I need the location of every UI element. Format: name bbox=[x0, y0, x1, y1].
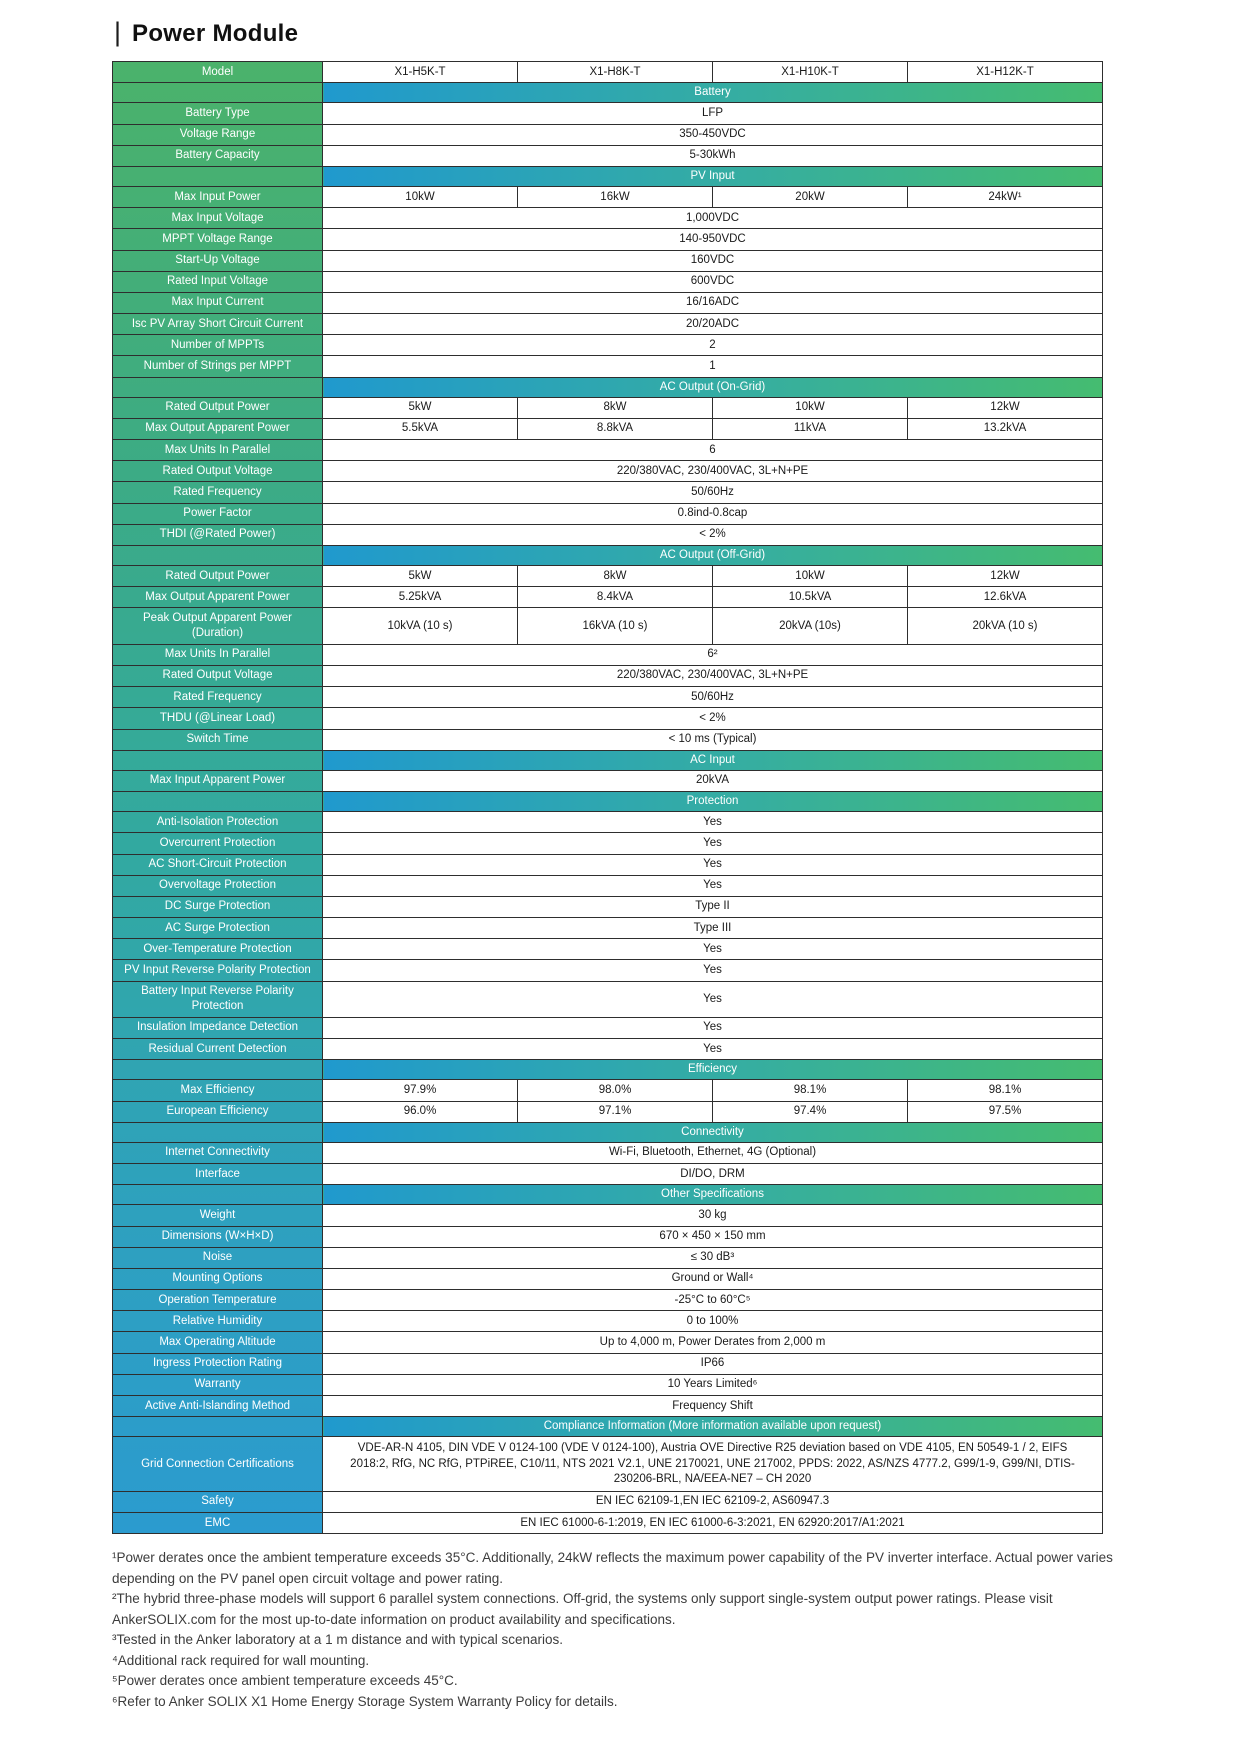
row-max-efficiency bbox=[113, 1080, 1103, 1101]
row-label: THDI (@Rated Power) bbox=[113, 524, 323, 545]
row-max-units-in-parallel bbox=[113, 644, 1103, 665]
row-value: Yes bbox=[323, 833, 1103, 854]
cell-value: 5.25kVA bbox=[323, 587, 518, 608]
row-rated-frequency bbox=[113, 482, 1103, 503]
row-label: Max Input Voltage bbox=[113, 208, 323, 229]
row-value: 6 bbox=[323, 440, 1103, 461]
row-battery-input-reverse-polarity-protection bbox=[113, 981, 1103, 1017]
cell-value: 97.5% bbox=[908, 1101, 1103, 1122]
row-number-of-mppts bbox=[113, 335, 1103, 356]
section-connectivity bbox=[113, 1122, 1103, 1142]
row-value: 1 bbox=[323, 356, 1103, 377]
row-isc-pv-array-short-circuit-current bbox=[113, 314, 1103, 335]
model-name: X1-H5K-T bbox=[323, 62, 518, 83]
row-mppt-voltage-range bbox=[113, 229, 1103, 250]
row-label bbox=[113, 377, 323, 397]
cell-value: 8kW bbox=[518, 566, 713, 587]
cell-value: 12kW bbox=[908, 397, 1103, 418]
spec-table bbox=[112, 61, 1103, 1534]
section-pv-input bbox=[113, 166, 1103, 186]
row-max-operating-altitude bbox=[113, 1332, 1103, 1353]
row-label: Rated Frequency bbox=[113, 482, 323, 503]
section-battery bbox=[113, 83, 1103, 103]
row-value: 0 to 100% bbox=[323, 1311, 1103, 1332]
row-label: Dimensions (W×H×D) bbox=[113, 1226, 323, 1247]
row-relative-humidity bbox=[113, 1311, 1103, 1332]
section-title: AC Output (Off-Grid) bbox=[323, 545, 1103, 565]
row-voltage-range bbox=[113, 124, 1103, 145]
row-active-anti-islanding-method bbox=[113, 1396, 1103, 1417]
row-label: Battery Capacity bbox=[113, 145, 323, 166]
row-label: Interface bbox=[113, 1164, 323, 1185]
row-label: Operation Temperature bbox=[113, 1290, 323, 1311]
cell-value: 20kVA (10 s) bbox=[908, 608, 1103, 644]
row-value: Up to 4,000 m, Power Derates from 2,000 m bbox=[323, 1332, 1103, 1353]
row-rated-output-voltage bbox=[113, 665, 1103, 686]
row-thdi-rated-power bbox=[113, 524, 1103, 545]
cell-value: 97.9% bbox=[323, 1080, 518, 1101]
row-value: 220/380VAC, 230/400VAC, 3L+N+PE bbox=[323, 665, 1103, 686]
footnote: ⁶Refer to Anker SOLIX X1 Home Energy Storage System Warranty Policy for details. bbox=[112, 1693, 618, 1709]
row-label: Ingress Protection Rating bbox=[113, 1353, 323, 1374]
row-noise bbox=[113, 1247, 1103, 1268]
row-label: Overvoltage Protection bbox=[113, 875, 323, 896]
row-label: Rated Output Power bbox=[113, 566, 323, 587]
row-value: 0.8ind-0.8cap bbox=[323, 503, 1103, 524]
row-rated-frequency bbox=[113, 687, 1103, 708]
cell-value: 24kW¹ bbox=[908, 187, 1103, 208]
row-label: Grid Connection Certifications bbox=[113, 1437, 323, 1492]
row-ingress-protection-rating bbox=[113, 1353, 1103, 1374]
row-label: Warranty bbox=[113, 1374, 323, 1395]
cell-value: 8.8kVA bbox=[518, 418, 713, 439]
row-model bbox=[113, 62, 1103, 83]
row-value: Yes bbox=[323, 1017, 1103, 1038]
row-number-of-strings-per-mppt bbox=[113, 356, 1103, 377]
row-dc-surge-protection bbox=[113, 896, 1103, 917]
row-operation-temperature bbox=[113, 1290, 1103, 1311]
cell-value: 16kVA (10 s) bbox=[518, 608, 713, 644]
row-value: 50/60Hz bbox=[323, 482, 1103, 503]
row-label: Mounting Options bbox=[113, 1268, 323, 1289]
cell-value: 97.4% bbox=[713, 1101, 908, 1122]
row-label: Internet Connectivity bbox=[113, 1142, 323, 1163]
footnote: ¹Power derates once the ambient temperature exceeds 35°C. Additionally, 24kW reflects the maximum power capability of the PV inverter interface. Actual power varies depending on the PV panel open circuit voltage and power rating. bbox=[112, 1550, 1113, 1586]
cell-value: 10kW bbox=[713, 397, 908, 418]
row-label: European Efficiency bbox=[113, 1101, 323, 1122]
section-other-specifications bbox=[113, 1185, 1103, 1205]
row-label: Voltage Range bbox=[113, 124, 323, 145]
row-label bbox=[113, 792, 323, 812]
row-battery-capacity bbox=[113, 145, 1103, 166]
row-label: Insulation Impedance Detection bbox=[113, 1017, 323, 1038]
row-value: 160VDC bbox=[323, 250, 1103, 271]
row-value: 30 kg bbox=[323, 1205, 1103, 1226]
row-value: 2 bbox=[323, 335, 1103, 356]
row-label: Max Input Power bbox=[113, 187, 323, 208]
row-grid-connection-certifications bbox=[113, 1437, 1103, 1492]
cell-value: 8kW bbox=[518, 397, 713, 418]
cell-value: 98.0% bbox=[518, 1080, 713, 1101]
row-overvoltage-protection bbox=[113, 875, 1103, 896]
cell-value: 12kW bbox=[908, 566, 1103, 587]
footnote: ⁵Power derates once ambient temperature exceeds 45°C. bbox=[112, 1673, 458, 1689]
row-value: Yes bbox=[323, 960, 1103, 981]
row-value: Wi-Fi, Bluetooth, Ethernet, 4G (Optional) bbox=[323, 1142, 1103, 1163]
row-rated-output-power bbox=[113, 397, 1103, 418]
row-value: EN IEC 61000-6-1:2019, EN IEC 61000-6-3:2021, EN 62920:2017/A1:2021 bbox=[323, 1513, 1103, 1534]
row-value: Type II bbox=[323, 896, 1103, 917]
cell-value: 20kVA (10s) bbox=[713, 608, 908, 644]
section-title: Efficiency bbox=[323, 1060, 1103, 1080]
row-value: 1,000VDC bbox=[323, 208, 1103, 229]
section-compliance-information-more-information-available-upon-request bbox=[113, 1417, 1103, 1437]
row-value: 140-950VDC bbox=[323, 229, 1103, 250]
row-power-factor bbox=[113, 503, 1103, 524]
row-label: Number of Strings per MPPT bbox=[113, 356, 323, 377]
row-value: EN IEC 62109-1,EN IEC 62109-2, AS60947.3 bbox=[323, 1491, 1103, 1512]
row-label: PV Input Reverse Polarity Protection bbox=[113, 960, 323, 981]
row-value: < 10 ms (Typical) bbox=[323, 729, 1103, 750]
row-label: Number of MPPTs bbox=[113, 335, 323, 356]
row-label: Max Input Current bbox=[113, 292, 323, 313]
cell-value: 5kW bbox=[323, 566, 518, 587]
row-label: MPPT Voltage Range bbox=[113, 229, 323, 250]
row-label: Power Factor bbox=[113, 503, 323, 524]
row-value: Type III bbox=[323, 918, 1103, 939]
row-label: Start-Up Voltage bbox=[113, 250, 323, 271]
row-max-input-power bbox=[113, 187, 1103, 208]
spec-table-body bbox=[113, 62, 1103, 1534]
row-value: 20/20ADC bbox=[323, 314, 1103, 335]
row-value: ≤ 30 dB³ bbox=[323, 1247, 1103, 1268]
row-label: EMC bbox=[113, 1513, 323, 1534]
section-title: Connectivity bbox=[323, 1122, 1103, 1142]
section-title: AC Input bbox=[323, 750, 1103, 770]
row-label: Safety bbox=[113, 1491, 323, 1512]
row-value: Yes bbox=[323, 981, 1103, 1017]
page-title bbox=[114, 18, 1241, 49]
cell-value: 10kW bbox=[323, 187, 518, 208]
row-emc bbox=[113, 1513, 1103, 1534]
row-label: Max Units In Parallel bbox=[113, 644, 323, 665]
row-european-efficiency bbox=[113, 1101, 1103, 1122]
row-value: Ground or Wall⁴ bbox=[323, 1268, 1103, 1289]
row-battery-type bbox=[113, 103, 1103, 124]
cell-value: 11kVA bbox=[713, 418, 908, 439]
row-rated-output-voltage bbox=[113, 461, 1103, 482]
row-peak-output-apparent-power-duration bbox=[113, 608, 1103, 644]
section-protection bbox=[113, 792, 1103, 812]
row-label: Max Output Apparent Power bbox=[113, 587, 323, 608]
row-label: Rated Output Voltage bbox=[113, 665, 323, 686]
cell-value: 98.1% bbox=[713, 1080, 908, 1101]
row-value: 50/60Hz bbox=[323, 687, 1103, 708]
row-start-up-voltage bbox=[113, 250, 1103, 271]
row-label: Isc PV Array Short Circuit Current bbox=[113, 314, 323, 335]
row-thdu-linear-load bbox=[113, 708, 1103, 729]
row-value: 5-30kWh bbox=[323, 145, 1103, 166]
row-switch-time bbox=[113, 729, 1103, 750]
row-label: Rated Input Voltage bbox=[113, 271, 323, 292]
row-label bbox=[113, 83, 323, 103]
cell-value: 97.1% bbox=[518, 1101, 713, 1122]
row-max-output-apparent-power bbox=[113, 587, 1103, 608]
model-name: X1-H10K-T bbox=[713, 62, 908, 83]
section-efficiency bbox=[113, 1060, 1103, 1080]
row-value: VDE-AR-N 4105, DIN VDE V 0124-100 (VDE V 0124-100), Austria OVE Directive R25 deviation based on VDE 4105, EN 50549-1 / 2, EIFS 2018:2, RfG, NC RfG, PTPiREE, C10/11, NTS 2021 V2.1, UNE 2170021, UNE 217002, PPDS: 2022, AS/NZS 4777.2, G99/1-9, G99/NI, DTIS-230206-BRL, NA/EEA-NE7 – CH 2020 bbox=[323, 1437, 1103, 1492]
row-value: Yes bbox=[323, 854, 1103, 875]
cell-value: 5kW bbox=[323, 397, 518, 418]
row-label bbox=[113, 1122, 323, 1142]
section-title: PV Input bbox=[323, 166, 1103, 186]
cell-value: 8.4kVA bbox=[518, 587, 713, 608]
model-name: X1-H12K-T bbox=[908, 62, 1103, 83]
row-value: Yes bbox=[323, 1039, 1103, 1060]
row-value: Frequency Shift bbox=[323, 1396, 1103, 1417]
row-pv-input-reverse-polarity-protection bbox=[113, 960, 1103, 981]
section-ac-input bbox=[113, 750, 1103, 770]
row-label: AC Short-Circuit Protection bbox=[113, 854, 323, 875]
row-value: Yes bbox=[323, 939, 1103, 960]
row-value: Yes bbox=[323, 875, 1103, 896]
footnotes bbox=[112, 1548, 1157, 1712]
row-label bbox=[113, 1417, 323, 1437]
row-weight bbox=[113, 1205, 1103, 1226]
row-ac-surge-protection bbox=[113, 918, 1103, 939]
row-label: Battery Input Reverse Polarity Protection bbox=[113, 981, 323, 1017]
row-max-input-apparent-power bbox=[113, 770, 1103, 791]
cell-value: 12.6kVA bbox=[908, 587, 1103, 608]
row-max-input-current bbox=[113, 292, 1103, 313]
row-dimensions-w-h-d bbox=[113, 1226, 1103, 1247]
row-label: Model bbox=[113, 62, 323, 83]
row-max-units-in-parallel bbox=[113, 440, 1103, 461]
row-max-input-voltage bbox=[113, 208, 1103, 229]
cell-value: 13.2kVA bbox=[908, 418, 1103, 439]
row-label: Weight bbox=[113, 1205, 323, 1226]
footnote: ²The hybrid three-phase models will support 6 parallel system connections. Off-grid, the systems only support single-system output power ratings. Please visit AnkerSOLIX.com for the most up-to-date information on product availability and specifications. bbox=[112, 1591, 1053, 1627]
row-label: Active Anti-Islanding Method bbox=[113, 1396, 323, 1417]
row-label: Overcurrent Protection bbox=[113, 833, 323, 854]
row-label: Max Units In Parallel bbox=[113, 440, 323, 461]
row-label: Relative Humidity bbox=[113, 1311, 323, 1332]
section-title: Battery bbox=[323, 83, 1103, 103]
footnote: ³Tested in the Anker laboratory at a 1 m distance and with typical scenarios. bbox=[112, 1632, 563, 1648]
row-overcurrent-protection bbox=[113, 833, 1103, 854]
row-value: 6² bbox=[323, 644, 1103, 665]
row-value: 20kVA bbox=[323, 770, 1103, 791]
cell-value: 10kVA (10 s) bbox=[323, 608, 518, 644]
cell-value: 20kW bbox=[713, 187, 908, 208]
row-label: Switch Time bbox=[113, 729, 323, 750]
row-label: AC Surge Protection bbox=[113, 918, 323, 939]
row-label: Max Operating Altitude bbox=[113, 1332, 323, 1353]
row-value: DI/DO, DRM bbox=[323, 1164, 1103, 1185]
row-ac-short-circuit-protection bbox=[113, 854, 1103, 875]
row-value: 350-450VDC bbox=[323, 124, 1103, 145]
row-rated-input-voltage bbox=[113, 271, 1103, 292]
row-max-output-apparent-power bbox=[113, 418, 1103, 439]
row-label: THDU (@Linear Load) bbox=[113, 708, 323, 729]
row-label: Anti-Isolation Protection bbox=[113, 812, 323, 833]
row-label: Battery Type bbox=[113, 103, 323, 124]
row-insulation-impedance-detection bbox=[113, 1017, 1103, 1038]
row-label: Peak Output Apparent Power (Duration) bbox=[113, 608, 323, 644]
cell-value: 10.5kVA bbox=[713, 587, 908, 608]
row-label: Max Output Apparent Power bbox=[113, 418, 323, 439]
row-label: Max Efficiency bbox=[113, 1080, 323, 1101]
row-label bbox=[113, 1185, 323, 1205]
section-ac-output-off-grid bbox=[113, 545, 1103, 565]
cell-value: 16kW bbox=[518, 187, 713, 208]
row-label: Rated Output Voltage bbox=[113, 461, 323, 482]
row-label: Residual Current Detection bbox=[113, 1039, 323, 1060]
row-over-temperature-protection bbox=[113, 939, 1103, 960]
row-rated-output-power bbox=[113, 566, 1103, 587]
cell-value: 98.1% bbox=[908, 1080, 1103, 1101]
row-label bbox=[113, 1060, 323, 1080]
row-value: 10 Years Limited⁶ bbox=[323, 1374, 1103, 1395]
row-value: 16/16ADC bbox=[323, 292, 1103, 313]
title-bar-glyph: | bbox=[114, 17, 122, 47]
row-label bbox=[113, 545, 323, 565]
row-value: IP66 bbox=[323, 1353, 1103, 1374]
row-value: 220/380VAC, 230/400VAC, 3L+N+PE bbox=[323, 461, 1103, 482]
footnote: ⁴Additional rack required for wall mounting. bbox=[112, 1652, 370, 1668]
row-safety bbox=[113, 1491, 1103, 1512]
page-title-text: Power Module bbox=[132, 19, 299, 47]
section-ac-output-on-grid bbox=[113, 377, 1103, 397]
cell-value: 96.0% bbox=[323, 1101, 518, 1122]
row-label: DC Surge Protection bbox=[113, 896, 323, 917]
row-interface bbox=[113, 1164, 1103, 1185]
row-label: Noise bbox=[113, 1247, 323, 1268]
row-value: Yes bbox=[323, 812, 1103, 833]
row-label: Over-Temperature Protection bbox=[113, 939, 323, 960]
cell-value: 10kW bbox=[713, 566, 908, 587]
row-label bbox=[113, 750, 323, 770]
model-name: X1-H8K-T bbox=[518, 62, 713, 83]
row-value: < 2% bbox=[323, 524, 1103, 545]
row-value: -25°C to 60°C⁵ bbox=[323, 1290, 1103, 1311]
section-title: Protection bbox=[323, 792, 1103, 812]
row-warranty bbox=[113, 1374, 1103, 1395]
row-residual-current-detection bbox=[113, 1039, 1103, 1060]
row-label: Max Input Apparent Power bbox=[113, 770, 323, 791]
section-title: Compliance Information (More information available upon request) bbox=[323, 1417, 1103, 1437]
row-label bbox=[113, 166, 323, 186]
row-value: LFP bbox=[323, 103, 1103, 124]
row-internet-connectivity bbox=[113, 1142, 1103, 1163]
row-label: Rated Frequency bbox=[113, 687, 323, 708]
section-title: Other Specifications bbox=[323, 1185, 1103, 1205]
row-mounting-options bbox=[113, 1268, 1103, 1289]
row-anti-isolation-protection bbox=[113, 812, 1103, 833]
row-value: 600VDC bbox=[323, 271, 1103, 292]
section-title: AC Output (On-Grid) bbox=[323, 377, 1103, 397]
row-label: Rated Output Power bbox=[113, 397, 323, 418]
row-value: 670 × 450 × 150 mm bbox=[323, 1226, 1103, 1247]
row-value: < 2% bbox=[323, 708, 1103, 729]
cell-value: 5.5kVA bbox=[323, 418, 518, 439]
